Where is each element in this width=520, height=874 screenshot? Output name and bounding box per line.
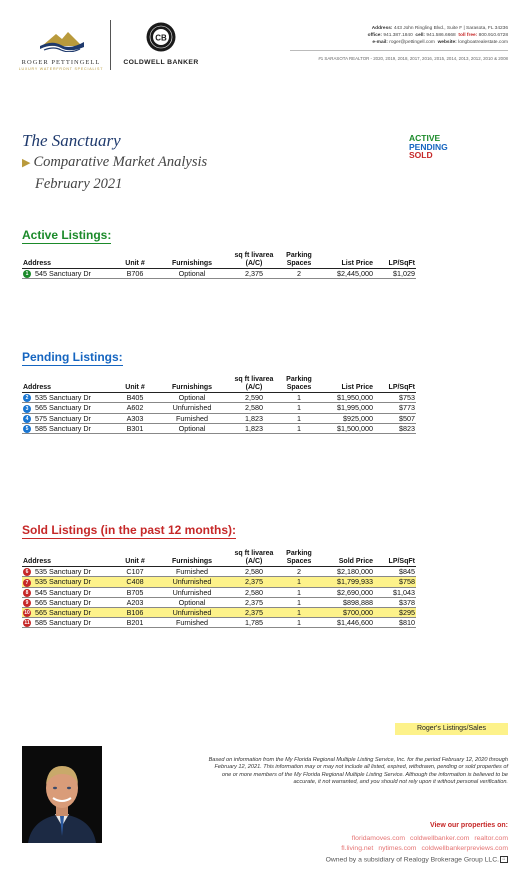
address-cell	[22, 423, 114, 433]
unit-cell: B106	[114, 607, 156, 617]
table-header	[22, 550, 416, 567]
brand-name: ROGER PETTINGELL	[21, 59, 101, 66]
price-cell: $2,445,000	[318, 269, 374, 279]
triangle-bullet-icon: ▶	[22, 157, 31, 169]
col-parking-l2: Spaces	[286, 383, 312, 391]
site-link[interactable]: nytimes.com	[378, 845, 417, 852]
address-text: 585 Sanctuary Dr	[35, 423, 91, 433]
site-link[interactable]: coldwellbankerpreviews.com	[421, 845, 508, 852]
col-parking-l2: Spaces	[286, 557, 312, 565]
address-cell	[22, 269, 114, 279]
site-link[interactable]: fl.living.net	[341, 845, 374, 852]
report-date: February 2021	[35, 176, 123, 192]
address-text: 565 Sanctuary Dr	[35, 597, 91, 607]
table-row	[22, 618, 416, 628]
per-sqft-cell: $378	[374, 597, 416, 607]
per-sqft-cell: $810	[374, 618, 416, 628]
col-sold-price: Sold Price	[338, 557, 373, 565]
tollfree-phone[interactable]: 800.910.6728	[478, 32, 508, 38]
header-divider	[110, 20, 111, 70]
col-sqft	[228, 376, 280, 393]
sqft-cell: 2,375	[228, 607, 280, 617]
parking-cell: 1	[280, 423, 318, 433]
address-text: 535 Sanctuary Dr	[35, 393, 91, 403]
col-lp-sqft: LP/SqFt	[388, 383, 415, 391]
brand-tagline: LUXURY WATERFRONT SPECIALIST	[18, 67, 104, 71]
furnishings-cell: Optional	[156, 597, 228, 607]
sqft-cell: 1,823	[228, 423, 280, 433]
unit-cell: B706	[114, 269, 156, 279]
sites-line-1	[336, 834, 508, 844]
sqft-cell: 1,785	[228, 618, 280, 628]
address-cell	[22, 403, 114, 413]
listing-number-badge: 2	[23, 394, 31, 402]
parking-cell: 1	[280, 577, 318, 587]
listing-number-badge: 7	[23, 579, 31, 587]
sqft-cell: 2,375	[228, 269, 280, 279]
status-legend	[409, 134, 448, 160]
active-table	[22, 252, 416, 279]
property-sites	[336, 834, 508, 854]
parking-cell: 2	[280, 269, 318, 279]
pending-table	[22, 376, 416, 434]
unit-cell: B705	[114, 587, 156, 597]
tollfree-label: toll free:	[458, 32, 478, 38]
table-row	[22, 269, 416, 279]
listing-number-badge: 6	[23, 568, 31, 576]
contact-block	[368, 26, 508, 46]
table-row	[22, 607, 416, 617]
office-address: 443 John Ringling Blvd., Suite F | Sarasota, FL 34236	[393, 26, 508, 31]
sites-line-2	[336, 844, 508, 854]
site-link[interactable]: floridamoves.com	[351, 835, 406, 842]
legend-pending: PENDING	[409, 141, 448, 152]
col-unit: Unit #	[125, 383, 145, 391]
furnishings-cell: Optional	[156, 423, 228, 433]
website-link[interactable]: longboatrealestate.com	[458, 39, 508, 45]
address-cell	[22, 413, 114, 423]
address-text: 585 Sanctuary Dr	[35, 618, 91, 628]
sold-heading: Sold Listings (in the past 12 months):	[22, 523, 237, 537]
furnishings-cell: Unfurnished	[156, 607, 228, 617]
active-heading: Active Listings:	[22, 228, 112, 242]
address-cell	[22, 393, 114, 403]
address-cell	[22, 607, 114, 617]
cell-phone[interactable]: 941.586.6668	[426, 32, 456, 38]
price-cell: $898,888	[318, 597, 374, 607]
table-row	[22, 567, 416, 577]
table-row	[22, 393, 416, 403]
price-cell: $1,950,000	[318, 393, 374, 403]
view-properties-title: View our properties on:	[429, 822, 508, 829]
coldwell-banker-logo	[118, 22, 204, 66]
address-text: 545 Sanctuary Dr	[35, 269, 91, 279]
parking-cell: 1	[280, 587, 318, 597]
price-cell: $1,500,000	[318, 423, 374, 433]
col-furnishings: Furnishings	[171, 383, 213, 391]
agent-photo	[22, 746, 102, 843]
unit-cell: A303	[114, 413, 156, 423]
table-row	[22, 587, 416, 597]
col-furnishings: Furnishings	[171, 259, 213, 267]
furnishings-cell: Furnished	[156, 618, 228, 628]
per-sqft-cell: $845	[374, 567, 416, 577]
sqft-cell: 2,375	[228, 597, 280, 607]
col-sqft-l1: sq ft livarea	[234, 550, 274, 557]
listing-number-badge: 5	[23, 425, 31, 433]
address-cell	[22, 567, 114, 577]
price-cell: $2,180,000	[318, 567, 374, 577]
parking-cell: 1	[280, 618, 318, 628]
seal-text: CB	[155, 33, 167, 43]
col-parking	[280, 376, 318, 393]
per-sqft-cell: $823	[374, 423, 416, 433]
unit-cell: B301	[114, 423, 156, 433]
table-row	[22, 423, 416, 433]
listing-number-badge: 4	[23, 415, 31, 423]
agent-portrait-icon	[22, 746, 102, 843]
website-label: website:	[437, 39, 457, 45]
col-list-price: List Price	[341, 259, 373, 267]
col-parking-l1: Parking	[286, 252, 312, 259]
col-lp-sqft: LP/SqFt	[388, 259, 415, 267]
col-sqft	[228, 550, 280, 567]
sqft-cell: 2,580	[228, 403, 280, 413]
sqft-cell: 2,580	[228, 567, 280, 577]
table-header	[22, 252, 416, 269]
unit-cell: B405	[114, 393, 156, 403]
col-list-price: List Price	[341, 383, 373, 391]
listing-number-badge: 1	[23, 270, 31, 278]
unit-cell: B201	[114, 618, 156, 628]
address-cell	[22, 618, 114, 628]
col-parking-l1: Parking	[286, 550, 312, 557]
report-subtitle	[22, 154, 207, 171]
parking-cell: 1	[280, 607, 318, 617]
address-text: 545 Sanctuary Dr	[35, 587, 91, 597]
col-unit: Unit #	[125, 557, 145, 565]
owned-text: Owned by a subsidiary of Realogy Brokerage Group LLC.	[325, 856, 499, 864]
broker-name: COLDWELL BANKER	[123, 59, 199, 66]
per-sqft-cell: $1,043	[374, 587, 416, 597]
unit-cell: C408	[114, 577, 156, 587]
roger-pettingell-logo	[18, 24, 104, 71]
sqft-cell: 2,580	[228, 587, 280, 597]
site-link[interactable]: coldwellbanker.com	[410, 835, 470, 842]
legend-sold: SOLD	[409, 150, 433, 160]
table-header	[22, 376, 416, 393]
furnishings-cell: Unfurnished	[156, 587, 228, 597]
price-cell: $1,995,000	[318, 403, 374, 413]
address-text: 575 Sanctuary Dr	[35, 413, 91, 423]
sqft-cell: 1,823	[228, 413, 280, 423]
parking-cell: 1	[280, 403, 318, 413]
header-rule	[290, 50, 508, 51]
price-cell: $700,000	[318, 607, 374, 617]
office-label: office:	[367, 32, 383, 38]
report-name: Comparative Market Analysis	[33, 154, 208, 170]
col-sqft-l1: sq ft livarea	[234, 252, 274, 259]
price-cell: $1,446,600	[318, 618, 374, 628]
mountain-wave-icon	[18, 24, 104, 52]
furnishings-cell: Furnished	[156, 413, 228, 423]
col-parking	[280, 550, 318, 567]
parking-cell: 1	[280, 393, 318, 403]
price-cell: $1,799,933	[318, 577, 374, 587]
equal-housing-icon: ⌂	[500, 856, 508, 863]
furnishings-cell: Optional	[156, 393, 228, 403]
email-link[interactable]: roger@pettingell.com	[389, 39, 435, 45]
table-row	[22, 403, 416, 413]
pending-heading: Pending Listings:	[22, 350, 123, 364]
site-link[interactable]: realtor.com	[474, 835, 508, 842]
col-address: Address	[23, 383, 52, 391]
sqft-cell: 2,590	[228, 393, 280, 403]
coldwell-banker-seal-icon	[146, 22, 176, 52]
address-cell	[22, 577, 114, 587]
furnishings-cell: Optional	[156, 269, 228, 279]
unit-cell: A203	[114, 597, 156, 607]
address-text: 535 Sanctuary Dr	[35, 567, 91, 577]
address-text: 565 Sanctuary Dr	[35, 607, 91, 617]
furnishings-cell: Unfurnished	[156, 577, 228, 587]
col-parking-l1: Parking	[286, 376, 312, 383]
parking-cell: 1	[280, 413, 318, 423]
col-parking	[280, 252, 318, 269]
listing-number-badge: 10	[24, 610, 30, 617]
awards-line: #1 SARASOTA REALTOR - 2020, 2019, 2018, 2017, 2016, 2015, 2014, 2013, 2012, 2010 & 2008	[318, 56, 508, 61]
parking-cell: 1	[280, 597, 318, 607]
col-sqft-l2: (A/C)	[245, 259, 263, 267]
listing-number-badge: 11	[24, 620, 30, 627]
col-sqft-l1: sq ft livarea	[234, 376, 274, 383]
col-sqft-l2: (A/C)	[245, 557, 263, 565]
address-text: 535 Sanctuary Dr	[35, 577, 91, 587]
col-unit: Unit #	[125, 259, 145, 267]
sold-table	[22, 550, 416, 628]
table-row	[22, 413, 416, 423]
col-lp-sqft: LP/SqFt	[388, 557, 415, 565]
per-sqft-cell: $507	[374, 413, 416, 423]
unit-cell: A602	[114, 403, 156, 413]
address-text: 565 Sanctuary Dr	[35, 403, 91, 413]
per-sqft-cell: $295	[374, 607, 416, 617]
col-furnishings: Furnishings	[171, 557, 213, 565]
address-cell	[22, 587, 114, 597]
email-label: e-mail:	[372, 39, 388, 45]
price-cell: $925,000	[318, 413, 374, 423]
community-title: The Sanctuary	[22, 131, 121, 150]
col-sqft	[228, 252, 280, 269]
unit-cell: C107	[114, 567, 156, 577]
listing-number-badge: 3	[23, 405, 31, 413]
price-cell: $2,690,000	[318, 587, 374, 597]
address-cell	[22, 597, 114, 607]
col-sqft-l2: (A/C)	[245, 383, 263, 391]
per-sqft-cell: $753	[374, 393, 416, 403]
per-sqft-cell: $773	[374, 403, 416, 413]
address-label: Address:	[371, 26, 393, 31]
cell-label: cell:	[415, 32, 426, 38]
furnishings-cell: Furnished	[156, 567, 228, 577]
office-phone[interactable]: 941.387.1840	[383, 32, 413, 38]
table-row	[22, 577, 416, 587]
col-address: Address	[23, 259, 52, 267]
col-address: Address	[23, 557, 52, 565]
col-parking-l2: Spaces	[286, 259, 312, 267]
mls-disclaimer: Based on information from the My Florida Regional Multiple Listing Service, Inc. for the period February 12, 2020 through February 12, 2021. This information may or may not include all listed, expired, withdrawn, pending or sold properties of one or more members of the My Florida Regional Multiple Listing Service. Although the information is believed to be accurate, it not warranted, and you should not rely upon it without personal verification.	[208, 757, 508, 786]
ownership-notice	[326, 856, 508, 863]
highlight-key: Roger's Listings/Sales	[395, 723, 508, 735]
parking-cell: 2	[280, 567, 318, 577]
per-sqft-cell: $1,029	[374, 269, 416, 279]
furnishings-cell: Unfurnished	[156, 403, 228, 413]
sqft-cell: 2,375	[228, 577, 280, 587]
listing-number-badge: 9	[23, 599, 31, 607]
legend-active: ACTIVE	[409, 133, 441, 143]
listing-number-badge: 8	[23, 589, 31, 597]
per-sqft-cell: $758	[374, 577, 416, 587]
table-row	[22, 597, 416, 607]
